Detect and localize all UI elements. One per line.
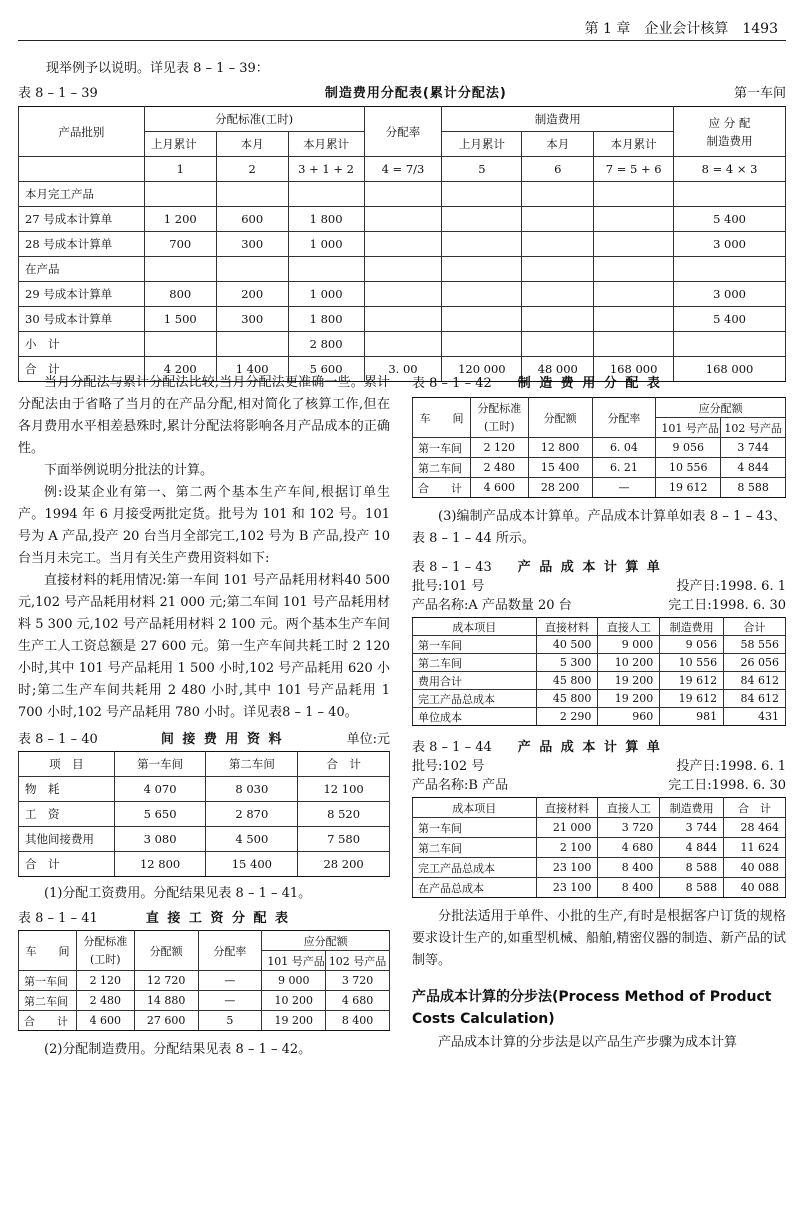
table-row [413, 458, 786, 478]
sub-header: 本月 [216, 132, 288, 157]
table-cell [288, 182, 364, 207]
row-label: 本月完工产品 [19, 182, 145, 207]
column-index-cell: 8 = 4 × 3 [674, 157, 786, 182]
table-cell: 23 100 [536, 878, 598, 898]
table-cell: — [198, 991, 262, 1011]
table-cell [522, 232, 594, 257]
table-44 [412, 797, 786, 898]
table-row [413, 838, 786, 858]
header-cell: 直接材料 [536, 798, 598, 818]
table-cell [674, 182, 786, 207]
header-cell: 101 号产品 [656, 418, 721, 438]
table-cell: 168 000 [674, 357, 786, 382]
table-cell: 19 612 [656, 478, 721, 498]
table-cell: 19 200 [598, 690, 660, 708]
table-40 [18, 751, 390, 877]
table-row [19, 852, 390, 877]
paragraph: 下面举例说明分批法的计算。 [44, 463, 214, 478]
header-cell: 102 号产品 [721, 418, 786, 438]
table-39-workshop: 第一车间 [733, 86, 786, 101]
row-label: 第二车间 [19, 991, 77, 1011]
left-column [18, 372, 390, 1061]
table-cell: 5 400 [674, 307, 786, 332]
header-cell: 应分配额 [656, 398, 786, 418]
table-row [413, 438, 786, 458]
table-cell [442, 282, 522, 307]
table-cell: 1 200 [144, 207, 216, 232]
table-cell: 10 200 [598, 654, 660, 672]
table-row [413, 478, 786, 498]
table-cell: 28 200 [528, 478, 592, 498]
row-label: 合 计 [19, 357, 145, 382]
col-cost: 制造费用 [442, 107, 674, 132]
table-cell: 8 400 [598, 878, 660, 898]
intro-text: 现举例予以说明。详见表 8 – 1 – 39： [46, 61, 269, 76]
row-label: 完工产品总成本 [413, 690, 537, 708]
table-cell: 4 500 [206, 827, 298, 852]
table-cell: 1 500 [144, 307, 216, 332]
table-cell: 8 030 [206, 777, 298, 802]
table-42-title: 制 造 费 用 分 配 表 [517, 376, 662, 391]
table-cell [522, 257, 594, 282]
table-cell: 12 800 [114, 852, 206, 877]
sub-header: 本月 [522, 132, 594, 157]
header-cell: 车 间 [19, 931, 77, 971]
table-cell: 2 120 [470, 438, 528, 458]
table-cell [216, 332, 288, 357]
table-cell [442, 182, 522, 207]
table-cell: 4 600 [76, 1011, 134, 1031]
table-44-label: 表 8 – 1 – 44 [412, 740, 492, 755]
header-cell: 分配标准 (工时) [76, 931, 134, 971]
table-cell [594, 332, 674, 357]
header-cell: 第二车间 [206, 752, 298, 777]
table-cell [594, 232, 674, 257]
table-cell: 800 [144, 282, 216, 307]
row-label: 第二车间 [413, 458, 471, 478]
column-index-cell: 4 = 7/3 [364, 157, 442, 182]
table-cell: 28 464 [724, 818, 786, 838]
table-cell: 8 588 [660, 858, 724, 878]
sub-header: 上月累计 [144, 132, 216, 157]
table-cell: 4 680 [598, 838, 660, 858]
row-label: 单位成本 [413, 708, 537, 726]
table-cell: 21 000 [536, 818, 598, 838]
table-40-label: 表 8 – 1 – 40 [18, 732, 98, 747]
row-label: 27 号成本计算单 [19, 207, 145, 232]
table-cell [522, 207, 594, 232]
table-row [413, 818, 786, 838]
header-cell: 制造费用 [660, 618, 724, 636]
table-cell: 2 480 [76, 991, 134, 1011]
table-row [19, 257, 786, 282]
running-header: 第 1 章 企业会计核算 1493 [584, 21, 778, 37]
table-42 [412, 397, 786, 498]
table-cell: 12 100 [298, 777, 390, 802]
table-cell: 48 000 [522, 357, 594, 382]
table-cell: 4 200 [144, 357, 216, 382]
column-index-cell [19, 157, 145, 182]
table-cell: 1 000 [288, 282, 364, 307]
table-cell [522, 307, 594, 332]
table-row [19, 282, 786, 307]
table-cell: 15 400 [206, 852, 298, 877]
table-cell: 4 070 [114, 777, 206, 802]
table-cell: 10 556 [656, 458, 721, 478]
batch-no: 批号:101 号 [412, 579, 485, 594]
table-row [19, 207, 786, 232]
table-41 [18, 930, 390, 1031]
table-41-title: 直 接 工 资 分 配 表 [145, 911, 290, 926]
finish-date: 完工日:1998. 6. 30 [668, 778, 786, 793]
row-label: 30 号成本计算单 [19, 307, 145, 332]
table-row [413, 654, 786, 672]
table-cell: 3 744 [660, 818, 724, 838]
table-cell: 26 056 [724, 654, 786, 672]
table-cell: 40 088 [724, 858, 786, 878]
header-cell: 应分配额 [262, 931, 390, 951]
product-name: 产品名称:B 产品 [412, 778, 509, 793]
row-label: 第一车间 [19, 971, 77, 991]
table-cell: 8 588 [660, 878, 724, 898]
table-cell: 11 624 [724, 838, 786, 858]
table-cell: 120 000 [442, 357, 522, 382]
table-cell [442, 307, 522, 332]
table-cell: 1 400 [216, 357, 288, 382]
table-cell: 2 120 [76, 971, 134, 991]
finish-date: 完工日:1998. 6. 30 [668, 598, 786, 613]
header-cell: 直接人工 [598, 618, 660, 636]
table-cell [442, 332, 522, 357]
table-44-title: 产 品 成 本 计 算 单 [517, 740, 662, 755]
table-cell [364, 282, 442, 307]
row-label: 费用合计 [413, 672, 537, 690]
row-label: 在产品 [19, 257, 145, 282]
header-cell: 分配率 [198, 931, 262, 971]
table-row [19, 971, 390, 991]
table-cell: 15 400 [528, 458, 592, 478]
table-cell: 28 200 [298, 852, 390, 877]
header-cell: 分配标准 (工时) [470, 398, 528, 438]
table-row [413, 878, 786, 898]
table-cell: 84 612 [724, 690, 786, 708]
row-label: 合 计 [413, 478, 471, 498]
table-cell: 10 556 [660, 654, 724, 672]
row-label: 合 计 [19, 852, 115, 877]
header-cell: 成本项目 [413, 618, 537, 636]
table-cell: 1 800 [288, 307, 364, 332]
table-cell: 700 [144, 232, 216, 257]
row-label: 其他间接费用 [19, 827, 115, 852]
table-row [413, 708, 786, 726]
table-row [413, 636, 786, 654]
table-cell [594, 207, 674, 232]
table-cell: 6. 21 [592, 458, 656, 478]
column-index-cell: 1 [144, 157, 216, 182]
table-cell [364, 257, 442, 282]
header-cell: 合计 [724, 618, 786, 636]
table-cell [594, 307, 674, 332]
table-cell: 300 [216, 307, 288, 332]
column-index-cell: 5 [442, 157, 522, 182]
table-row [19, 232, 786, 257]
row-label: 第一车间 [413, 818, 537, 838]
table-cell: 8 400 [598, 858, 660, 878]
header-cell: 车 间 [413, 398, 471, 438]
table-cell [442, 207, 522, 232]
table-41-label: 表 8 – 1 – 41 [18, 911, 98, 926]
table-cell: 45 800 [536, 672, 598, 690]
step-2: (2)分配制造费用。分配结果见表 8 – 1 – 42。 [44, 1042, 312, 1057]
table-cell: 5 [198, 1011, 262, 1031]
table-cell: 8 400 [326, 1011, 390, 1031]
table-cell: 4 600 [470, 478, 528, 498]
row-label: 29 号成本计算单 [19, 282, 145, 307]
step-3: (3)编制产品成本计算单。产品成本计算单如表 8 – 1 – 43、表 8 – 1 – 44 所示。 [412, 509, 786, 546]
start-date: 投产日:1998. 6. 1 [676, 579, 786, 594]
table-cell: 10 200 [262, 991, 326, 1011]
table-cell: 1 800 [288, 207, 364, 232]
row-label: 物 耗 [19, 777, 115, 802]
row-label: 第二车间 [413, 654, 537, 672]
table-row [413, 690, 786, 708]
table-39-label: 表 8 – 1 – 39 [18, 86, 98, 101]
header-cell: 制造费用 [660, 798, 724, 818]
table-row [19, 332, 786, 357]
table-cell [674, 332, 786, 357]
table-cell [364, 207, 442, 232]
table-43 [412, 617, 786, 726]
table-cell: 5 600 [288, 357, 364, 382]
table-row [413, 858, 786, 878]
table-cell: 5 300 [536, 654, 598, 672]
col-product: 产品批别 [19, 107, 145, 157]
header-cell: 成本项目 [413, 798, 537, 818]
paragraph: 当月分配法与累计分配法比较,当月分配法更准确一些。累计分配法由于省略了当月的在产品分配,相对简化了核算工作,但在各月费用水平相差悬殊时,累计分配法将影响各月产品成本的正确性。 [18, 375, 390, 456]
table-cell: 40 088 [724, 878, 786, 898]
table-cell [594, 257, 674, 282]
table-42-label: 表 8 – 1 – 42 [412, 376, 492, 391]
row-label: 在产品总成本 [413, 878, 537, 898]
table-cell: 300 [216, 232, 288, 257]
table-cell: 600 [216, 207, 288, 232]
table-cell: 168 000 [594, 357, 674, 382]
table-cell [522, 182, 594, 207]
step-1: (1)分配工资费用。分配结果见表 8 – 1 – 41。 [44, 886, 312, 901]
table-cell: 981 [660, 708, 724, 726]
table-cell: 58 556 [724, 636, 786, 654]
table-row [19, 827, 390, 852]
table-cell [216, 257, 288, 282]
row-label: 第二车间 [413, 838, 537, 858]
paragraph: 例:设某企业有第一、第二两个基本生产车间,根据订单生产。1994 年 6 月接受两批定货。批号为 101 和 102 号。101 号为 A 产品,投产 20 台当月全部完工,102 号为 B 产品,投产 10 台当月未完工。当月有关生产费用资料如下: [18, 485, 390, 566]
table-cell: 431 [724, 708, 786, 726]
table-cell: 19 200 [262, 1011, 326, 1031]
table-cell: 14 880 [134, 991, 198, 1011]
table-cell: 8 520 [298, 802, 390, 827]
table-row [19, 307, 786, 332]
table-cell: 12 800 [528, 438, 592, 458]
table-40-unit: 单位:元 [346, 732, 390, 747]
table-cell: 27 600 [134, 1011, 198, 1031]
table-cell: 19 200 [598, 672, 660, 690]
col-std: 分配标准(工时) [144, 107, 364, 132]
sub-header: 本月累计 [594, 132, 674, 157]
table-cell: 4 844 [660, 838, 724, 858]
section-heading: 产品成本计算的分步法(Process Method of Product Costs Calculation) [412, 989, 772, 1027]
table-cell: 9 056 [660, 636, 724, 654]
table-cell [522, 282, 594, 307]
table-row [19, 1011, 390, 1031]
table-43-label: 表 8 – 1 – 43 [412, 560, 492, 575]
column-index-cell: 7 = 5 + 6 [594, 157, 674, 182]
header-cell: 分配率 [592, 398, 656, 438]
table-cell: 3 744 [721, 438, 786, 458]
table-cell [144, 182, 216, 207]
row-label: 第一车间 [413, 636, 537, 654]
header-cell: 直接材料 [536, 618, 598, 636]
table-39-caption [18, 82, 786, 101]
paragraph: 直接材料的耗用情况:第一车间 101 号产品耗用材料40 500元,102 号产品耗用材料 21 000 元;第二车间 101 号产品耗用材料 5 300 元,102 号产品耗用材料 2 100 元。两个基本生产车间生产工人工资总额是 27 600 元。第一生产车间共耗工时 2 120 小时,其中 101 号产品耗用 1 500 小时,102 号产品耗用 620 小时;第二生产车间共耗用 2 480 小时,其中 101 号产品耗用 1 700 小时,102 号产品耗用 780 小时。详见表8 – 1 – 40。 [18, 573, 390, 720]
table-cell: 3 720 [326, 971, 390, 991]
table-cell: 7 580 [298, 827, 390, 852]
table-cell: 200 [216, 282, 288, 307]
table-cell: 5 650 [114, 802, 206, 827]
table-cell: 19 612 [660, 672, 724, 690]
table-cell: 12 720 [134, 971, 198, 991]
sub-header: 本月累计 [288, 132, 364, 157]
table-cell: 8 588 [721, 478, 786, 498]
row-label: 完工产品总成本 [413, 858, 537, 878]
right-column [412, 372, 786, 1054]
header-cell: 第一车间 [114, 752, 206, 777]
table-cell [442, 257, 522, 282]
column-index-cell: 3 + 1 + 2 [288, 157, 364, 182]
batch-no: 批号:102 号 [412, 759, 485, 774]
product-name: 产品名称:A 产品数量 20 台 [412, 598, 572, 613]
table-cell: 19 612 [660, 690, 724, 708]
table-cell: 6. 04 [592, 438, 656, 458]
table-cell [522, 332, 594, 357]
table-cell: 5 400 [674, 207, 786, 232]
table-cell: 9 056 [656, 438, 721, 458]
table-cell: 2 480 [470, 458, 528, 478]
table-43-title: 产 品 成 本 计 算 单 [517, 560, 662, 575]
table-row [19, 991, 390, 1011]
table-cell: — [198, 971, 262, 991]
start-date: 投产日:1998. 6. 1 [676, 759, 786, 774]
table-cell: 9 000 [598, 636, 660, 654]
table-row [19, 182, 786, 207]
header-cell: 101 号产品 [262, 951, 326, 971]
table-cell: — [592, 478, 656, 498]
table-cell: 1 000 [288, 232, 364, 257]
table-cell [288, 257, 364, 282]
table-cell: 2 870 [206, 802, 298, 827]
table-cell: 3 000 [674, 232, 786, 257]
table-cell: 4 680 [326, 991, 390, 1011]
table-cell: 2 100 [536, 838, 598, 858]
table-39 [18, 106, 786, 382]
table-cell [442, 232, 522, 257]
col-rate: 分配率 [364, 107, 442, 157]
table-cell: 4 844 [721, 458, 786, 478]
col-alloc: 应 分 配 制造费用 [674, 107, 786, 157]
table-cell [364, 182, 442, 207]
header-cell: 项 目 [19, 752, 115, 777]
table-cell: 2 800 [288, 332, 364, 357]
row-label: 小 计 [19, 332, 145, 357]
table-cell [216, 182, 288, 207]
table-cell: 2 290 [536, 708, 598, 726]
row-label: 工 资 [19, 802, 115, 827]
paragraph: 分批法适用于单件、小批的生产,有时是根据客户订货的规格要求设计生产的,如重型机械、船舶,精密仪器的制造、新产品的试制等。 [412, 909, 786, 968]
table-cell: 40 500 [536, 636, 598, 654]
table-cell: 3. 00 [364, 357, 442, 382]
row-label: 第一车间 [413, 438, 471, 458]
header-cell: 合 计 [724, 798, 786, 818]
table-cell: 3 000 [674, 282, 786, 307]
table-row [19, 777, 390, 802]
row-label: 合 计 [19, 1011, 77, 1031]
table-cell: 45 800 [536, 690, 598, 708]
header-cell: 合 计 [298, 752, 390, 777]
header-cell: 102 号产品 [326, 951, 390, 971]
table-cell [144, 257, 216, 282]
header-cell: 分配额 [528, 398, 592, 438]
table-cell [594, 282, 674, 307]
page-header [18, 16, 786, 41]
row-label: 28 号成本计算单 [19, 232, 145, 257]
table-cell: 960 [598, 708, 660, 726]
table-cell: 3 720 [598, 818, 660, 838]
column-index-cell: 2 [216, 157, 288, 182]
table-row [19, 802, 390, 827]
table-cell [674, 257, 786, 282]
table-cell: 9 000 [262, 971, 326, 991]
column-index-cell: 6 [522, 157, 594, 182]
table-cell: 23 100 [536, 858, 598, 878]
table-cell [144, 332, 216, 357]
table-40-title: 间 接 费 用 资 料 [160, 732, 284, 747]
table-39-title: 制造费用分配表(累计分配法) [324, 86, 507, 101]
table-cell: 3 080 [114, 827, 206, 852]
paragraph: 产品成本计算的分步法是以产品生产步骤为成本计算 [438, 1035, 738, 1050]
table-cell [364, 232, 442, 257]
header-cell: 直接人工 [598, 798, 660, 818]
table-cell [594, 182, 674, 207]
table-cell [364, 332, 442, 357]
table-cell: 84 612 [724, 672, 786, 690]
table-row [413, 672, 786, 690]
sub-header: 上月累计 [442, 132, 522, 157]
table-cell [364, 307, 442, 332]
header-cell: 分配额 [134, 931, 198, 971]
